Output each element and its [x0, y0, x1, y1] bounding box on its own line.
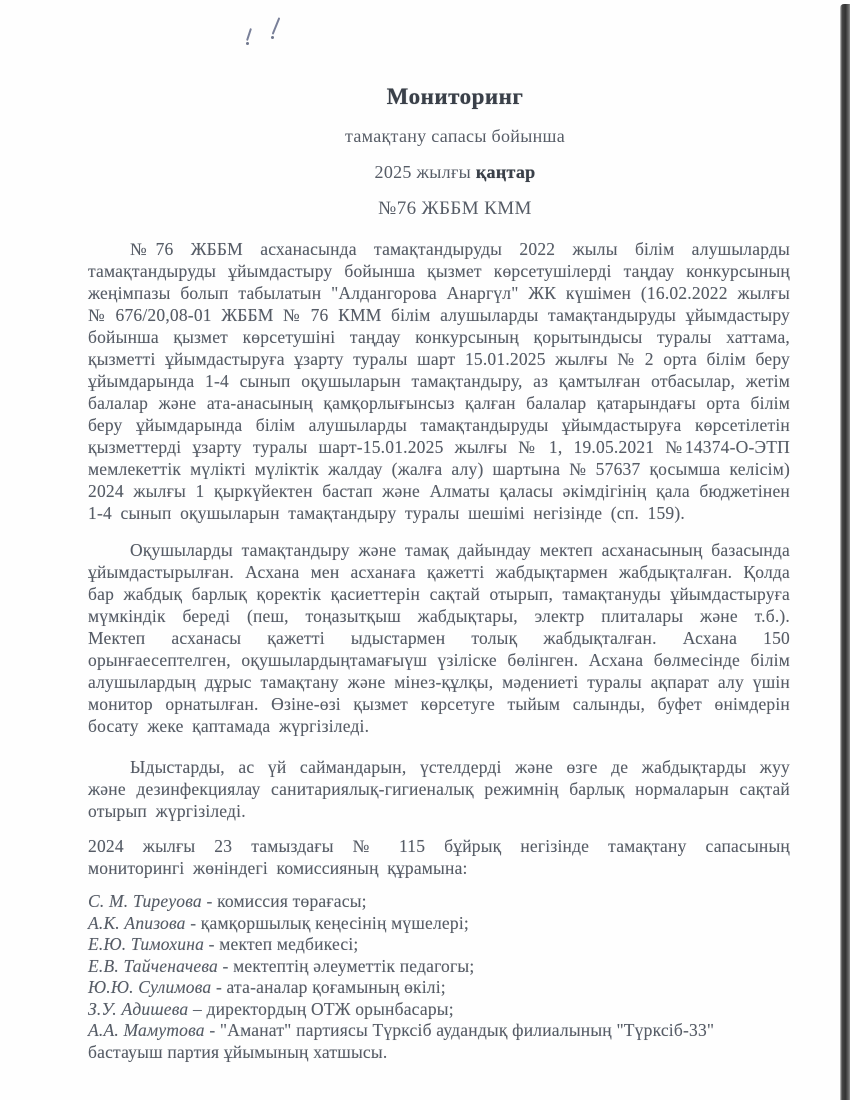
document-date: [104, 162, 806, 183]
list-item: [88, 977, 790, 999]
list-item: [88, 913, 790, 935]
document-subtitle: тамақтану сапасы бойынша: [344, 126, 566, 146]
member-role: - комиссия төрағасы;: [206, 891, 367, 911]
date-month: қаңтар: [475, 162, 536, 182]
list-item: [88, 956, 790, 978]
member-name: Е.В. Тайченачева: [88, 955, 218, 976]
list-item: [88, 934, 790, 956]
paragraph-sanitary-regime: Ыдыстарды, ас үй саймандарын, үстелдерді және өзге де жабдықтарды жуу және дезинфекциялау санитариялық-гигиеналық режимнің барлық нормаларын сақтай отырып жүргізіледі.: [88, 757, 790, 821]
member-name: С. М. Тиреуова: [88, 891, 202, 911]
paragraph-canteen-description: Оқушыларды тамақтандыру және тамақ дайындау мектеп асханасының базасында ұйымдастырылған. Асхана мен асханаға қажетті жабдықтармен жабдықталған. Қолда бар жабдық барлық қоректік қасиеттерін сақтай отырып, тамақтануды ұйымдастыруға мүмкіндік береді (пеш, тоңазытқыш жабдықтары, электр плиталары және т.б.). Мектеп асханасы қажетті ыдыстармен толық жабдықталған. Асхана 150 орынғаесептелген, оқушылардыңтамағыүш үзіліске бөлінген. Асхана бөлмесінде білім алушылардың дұрыс тамақтану және мінез-құлқы, мәдениеті туралы ақпарат алу үшін монитор орнатылған. Өзіне-өзі қызмет көрсетуге тыйым салынды, буфет өнімдерін босату жеке қаптамада жүргізіледі.: [88, 540, 790, 736]
list-item: [88, 891, 790, 913]
document-body: [88, 0, 790, 1063]
member-name: Е.Ю. Тимохина: [88, 934, 205, 954]
scanned-page-edge: [840, 4, 850, 1100]
member-role: - ата-аналар қоғамының өкілі;: [215, 977, 446, 997]
member-name: А.К. Апизова: [88, 912, 186, 933]
member-role: - "Аманат" партиясы Түрксіб аудандық филиалының "Түрксіб-33" бастауыш партия ұйымының хатшысы.: [88, 1020, 715, 1062]
member-role: - мектеп медбикесі;: [208, 934, 359, 954]
document-title: Мониторинг: [386, 84, 524, 109]
paragraph-contract-basis: №76 ЖББМ асханасында тамақтандыруды 2022 жылы білім алушыларды тамақтандыруды ұйымдастыру бойынша қызмет көрсетушілерді таңдау конкурсының жеңімпазы болып табылатын "Алдангорова Анаргүл" ЖК күшімен (16.02.2022 жылғы № 676/20,08-01 ЖББМ № 76 КММ білім алушыларды тамақтандыруды ұйымдастыру бойынша қызмет көрсетушіні таңдау конкурсының қорытындысы туралы хаттама, қызметті ұйымдастыруға ұзарту туралы шарт 15.01.2025 жылғы № 2 орта білім беру ұйымдарында 1-4 сынып оқушыларын тамақтандыру, аз қамтылған отбасылар, жетім балалар және ата-анасының қамқорлығынсыз қалған балалар қатарындағы орта білім беру ұйымдарында білім алушыларды тамақтандыруды ұйымдастыруға көрсетілетін қызметтерді ұзарту туралы шарт-15.01.2025 жылғы № 1, 19.05.2021 №14374-О-ЭТП мемлекеттік мүлікті мүліктік жалдау (жалға алу) шартына № 57637 қосымша келісім) 2024 жылғы 1 қыркүйектен бастап және Алматы қаласы әкімдігінің қала бюджетінен 1-4 сынып оқушыларын тамақтандыру туралы шешімі негізінде (сп. 159).: [88, 239, 790, 523]
document-header: [104, 84, 806, 220]
member-name: Ю.Ю. Сулимова: [88, 977, 212, 997]
date-prefix: 2025 жылғы: [374, 162, 472, 182]
member-role: - мектептің әлеуметтік педагогы;: [222, 955, 475, 976]
member-role: – директордың ОТЖ орынбасары;: [192, 998, 454, 1019]
paragraph-commission-order: 2024 жылғы 23 тамыздағы № 115 бұйрық негізінде тамақтану сапасының мониторингі жөніндегі комиссияның құрамына:: [88, 836, 790, 878]
list-item: [88, 1020, 790, 1063]
member-name: З.У. Адишева: [88, 998, 189, 1019]
organization-name: №76 ЖББМ КММ: [378, 198, 532, 219]
commission-member-list: [88, 891, 790, 1063]
member-name: А.А. Мамутова: [88, 1020, 205, 1040]
member-role: - қамқоршылық кеңесінің мүшелері;: [190, 912, 469, 933]
list-item: [88, 999, 790, 1021]
